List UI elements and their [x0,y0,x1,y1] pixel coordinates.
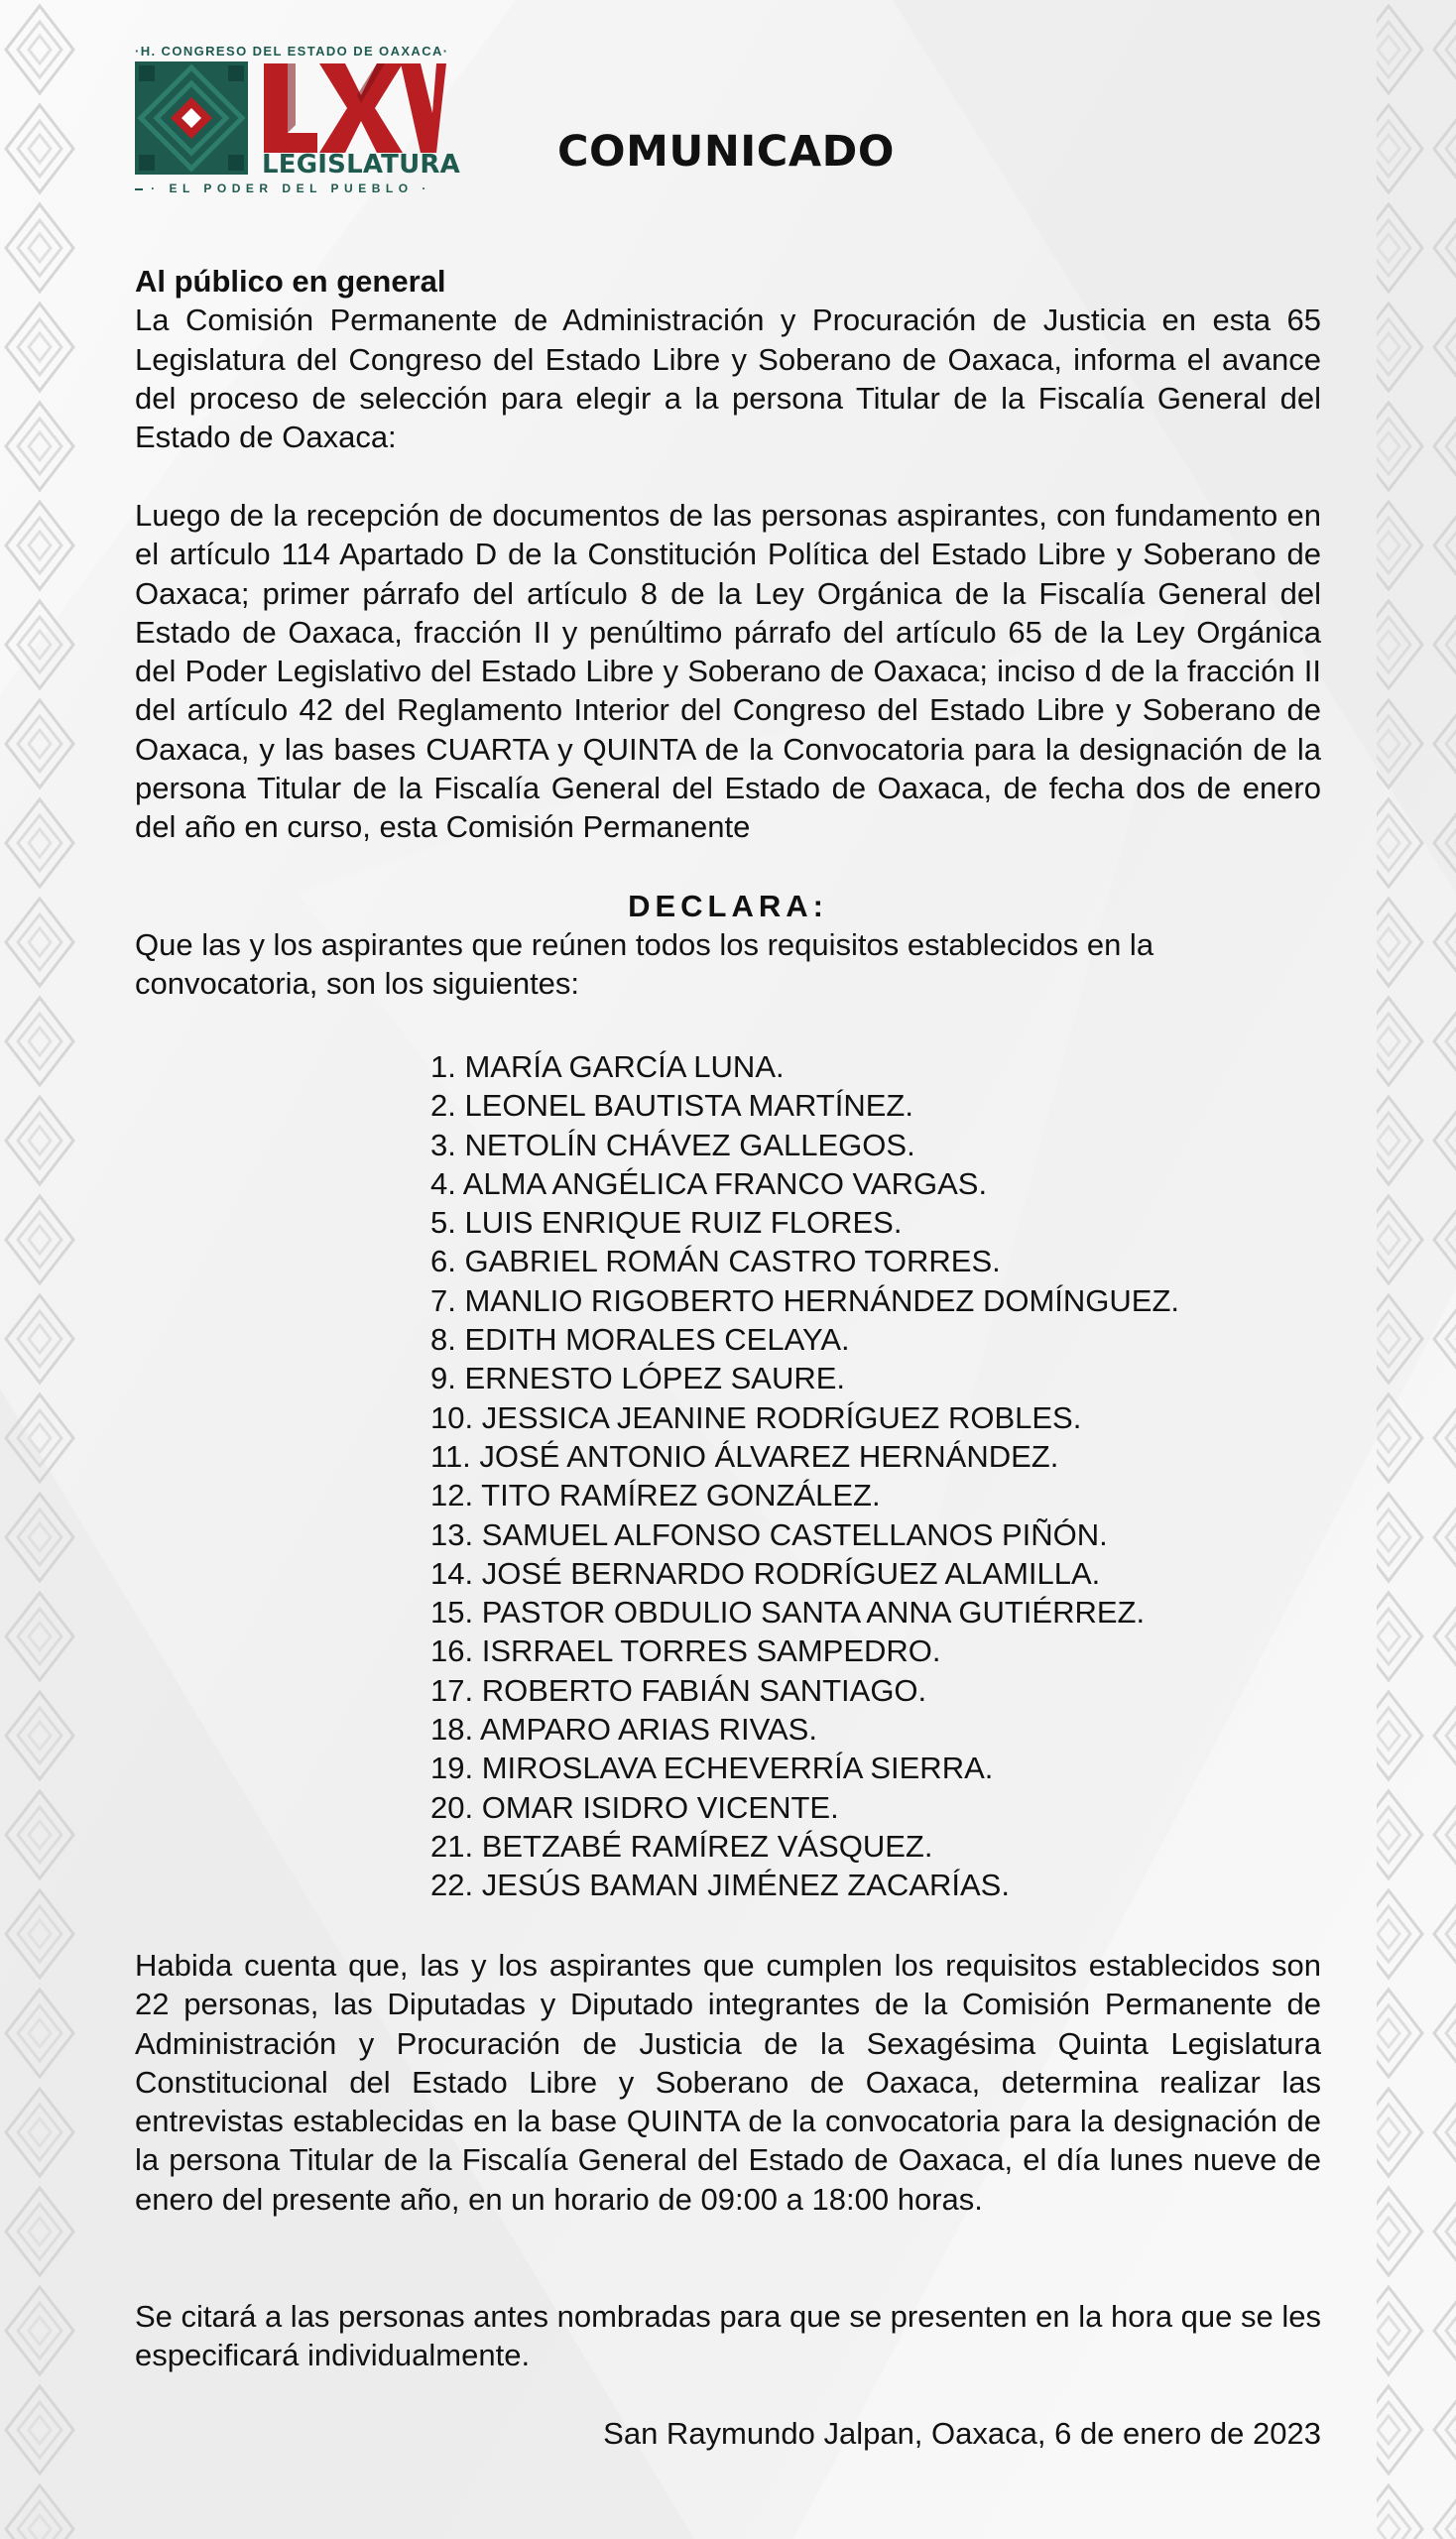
list-item: 4. ALMA ANGÉLICA FRANCO VARGAS. [430,1165,988,1201]
list-item: 9. ERNESTO LÓPEZ SAURE. [430,1361,846,1396]
intro-block [135,262,1321,456]
place-date: San Raymundo Jalpan, Oaxaca, 6 de enero de 2023 [603,2416,1321,2451]
list-item: 18. AMPARO ARIAS RIVAS. [430,1712,817,1748]
list-item: 7. MANLIO RIGOBERTO HERNÁNDEZ DOMÍNGUEZ. [430,1282,1180,1318]
list-item: 3. NETOLÍN CHÁVEZ GALLEGOS. [430,1127,915,1162]
list-item: 22. JESÚS BAMAN JIMÉNEZ ZACARÍAS. [430,1868,1010,1903]
list-item: 16. ISRRAEL TORRES SAMPEDRO. [430,1633,941,1669]
list-item: 10. JESSICA JEANINE RODRÍGUEZ ROBLES. [430,1399,1082,1435]
list-item: 5. LUIS ENRIQUE RUIZ FLORES. [430,1205,903,1241]
list-item: 2. LEONEL BAUTISTA MARTÍNEZ. [430,1088,913,1124]
lxv-numeral-icon [262,61,446,155]
list-item: 1. MARÍA GARCÍA LUNA. [430,1049,785,1084]
list-item: 6. GABRIEL ROMÁN CASTRO TORRES. [430,1244,1001,1279]
list-item: 8. EDITH MORALES CELAYA. [430,1322,850,1358]
list-item: 19. MIROSLAVA ECHEVERRÍA SIERRA. [430,1751,994,1786]
list-item: 11. JOSÉ ANTONIO ÁLVAREZ HERNÁNDEZ. [430,1438,1059,1474]
greeting: Al público en general [135,264,446,299]
page-title: COMUNICADO [557,127,895,177]
list-item: 12. TITO RAMÍREZ GONZÁLEZ. [430,1478,881,1513]
list-item: 15. PASTOR OBDULIO SANTA ANNA GUTIÉRREZ. [430,1595,1146,1631]
congreso-logo [135,44,460,202]
aspirantes-list [430,1047,1179,1905]
list-item: 20. OMAR ISIDRO VICENTE. [430,1789,839,1825]
list-item: 14. JOSÉ BERNARDO RODRÍGUEZ ALAMILLA. [430,1555,1101,1591]
list-item: 13. SAMUEL ALFONSO CASTELLANOS PIÑÓN. [430,1516,1108,1552]
logo-top-text: ·H. CONGRESO DEL ESTADO DE OAXACA· [135,44,449,59]
declara-paragraph: Que las y los aspirantes que reúnen todos los requisitos establecidos en la convocatoria, son los siguientes: [135,927,1154,1002]
list-item: 17. ROBERTO FABIÁN SANTIAGO. [430,1672,927,1708]
list-item: 21. BETZABÉ RAMÍREZ VÁSQUEZ. [430,1828,933,1864]
cita-paragraph: Se citará a las personas antes nombradas para que se presenten en la hora que se les especificará individualmente. [135,2299,1321,2373]
logo-motto: · EL PODER DEL PUEBLO · [151,181,431,195]
intro-paragraph: La Comisión Permanente de Administración y Procuración de Justicia en esta 65 Legislatura del Congreso del Estado Libre y Soberano de Oaxaca, informa el avance del proceso de selección para elegir a la persona Titular de la Fiscalía General del Estado de Oaxaca: [135,302,1321,455]
oaxaca-emblem-icon [135,61,248,175]
legal-paragraph: Luego de la recepción de documentos de las personas aspirantes, con fundamento en el artículo 114 Apartado D de la Constitución Política del Estado Libre y Soberano de Oaxaca; primer párrafo del artículo 8 de la Ley Orgánica de la Fiscalía General del Estado de Oaxaca, fracción II y penúltimo párrafo del artículo 65 de la Ley Orgánica del Poder Legislativo del Estado Libre y Soberano de Oaxaca; inciso d de la fracción II del artículo 42 del Reglamento Interior del Congreso del Estado Libre y Soberano de Oaxaca, y las bases CUARTA y QUINTA de la Convocatoria para la designación de la persona Titular de la Fiscalía General del Estado de Oaxaca, de fecha dos de enero del año en curso, esta Comisión Permanente [135,498,1321,845]
entrevistas-paragraph: Habida cuenta que, las y los aspirantes que cumplen los requisitos establecidos son 22 personas, las Diputadas y Diputado integrantes de la Comisión Permanente de Administración y Procuración de Justicia de la Sexagésima Quinta Legislatura Constitucional del Estado Libre y Soberano de Oaxaca, determina realizar las entrevistas establecidas en la base QUINTA de la convocatoria para la designación de la persona Titular de la Fiscalía General del Estado de Oaxaca, el día lunes nueve de enero del presente año, en un horario de 09:00 a 18:00 horas. [135,1948,1321,2217]
logo-legislatura: LEGISLATURA [262,150,460,180]
declara-heading: DECLARA: [628,889,828,923]
